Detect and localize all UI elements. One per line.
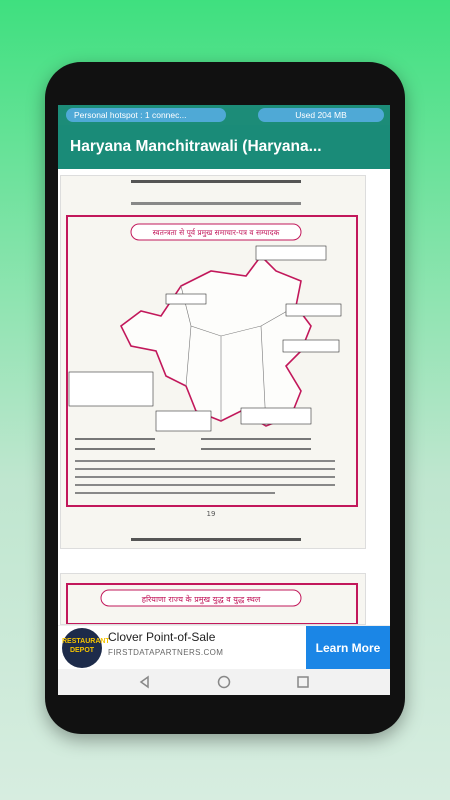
ad-title: Clover Point-of-Sale	[108, 630, 216, 644]
map-heading: स्वतन्त्रता से पूर्व प्रमुख समाचार-पत्र व सम्पादक	[152, 228, 280, 237]
next-page-illustration	[61, 574, 365, 624]
map-page[interactable]	[60, 175, 366, 549]
restaurant-depot-logo: RESTAURANT DEPOT	[62, 628, 102, 668]
next-page-heading: हरियाणा राज्य के प्रमुख युद्ध व युद्ध स्थल	[141, 595, 261, 604]
recents-icon[interactable]	[296, 675, 310, 689]
ad-url: FIRSTDATAPARTNERS.COM	[108, 648, 224, 657]
next-page[interactable]	[60, 573, 366, 625]
app-title: Haryana Manchitrawali (Haryana...	[58, 125, 390, 169]
back-icon[interactable]	[138, 675, 152, 689]
ad-banner[interactable]	[58, 625, 390, 670]
navigation-bar	[58, 669, 390, 695]
page-number: 19	[206, 510, 216, 518]
screen	[58, 105, 390, 695]
haryana-map-illustration	[61, 176, 365, 548]
learn-more-button[interactable]: Learn More	[306, 626, 390, 670]
document-viewer[interactable]	[58, 169, 390, 625]
data-usage-status: Used 204 MB	[258, 108, 384, 122]
home-icon[interactable]	[217, 675, 231, 689]
status-bar	[58, 105, 390, 125]
hotspot-status: Personal hotspot : 1 connec...	[66, 108, 226, 122]
